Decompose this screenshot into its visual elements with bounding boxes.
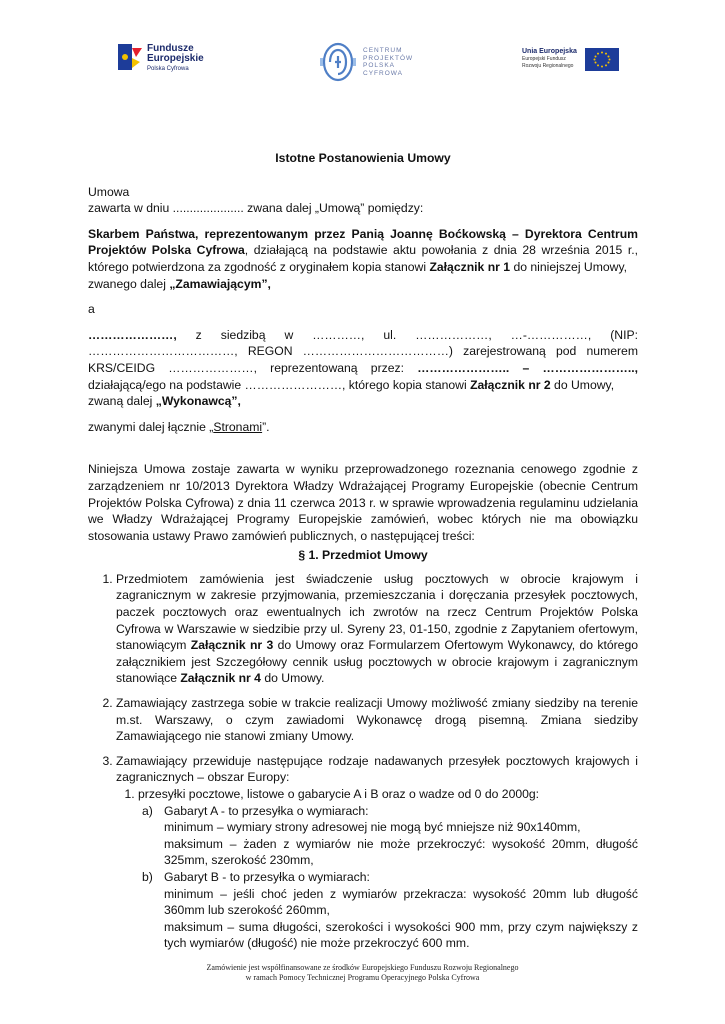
zawarta-line: zawarta w dniu ..................... zwana dalej „Umową” pomiędzy: bbox=[88, 201, 424, 216]
item3-sublist bbox=[116, 786, 638, 952]
party1-rest: , działającą na podstawie aktu powołania z dnia 28 września 2015 r., którego potwierdzona za zgodność z oryginałem kopia stanowi bbox=[88, 243, 638, 274]
ue-l3: Rozwoju Regionalnego bbox=[522, 63, 574, 69]
gabaryt-list bbox=[138, 803, 638, 952]
cppc-l3: POLSKA bbox=[363, 62, 396, 69]
strony-word: Stronami bbox=[213, 419, 263, 434]
gabaryt-b-min: minimum – jeśli choć jeden z wymiarów przekracza: wysokość 20mm lub długość 360mm lub szerokość 260mm, bbox=[164, 886, 638, 918]
umowa-label: Umowa bbox=[88, 184, 130, 199]
sub-list-item bbox=[138, 786, 638, 952]
document-title: Istotne Postanowienia Umowy bbox=[275, 151, 451, 165]
party2-zwana bbox=[88, 393, 638, 410]
fe-sub: Polska Cyfrowa bbox=[147, 66, 189, 72]
gabaryt-a-label: a) bbox=[142, 803, 153, 818]
footer-line2: w ramach Pomocy Technicznej Programu Operacyjnego Polska Cyfrowa bbox=[245, 973, 480, 982]
gabaryt-b-label: b) bbox=[142, 869, 153, 884]
list-item bbox=[116, 753, 638, 952]
zamawiajacy-label: „Zamawiającym”, bbox=[169, 276, 271, 291]
item1-att4: Załącznik nr 4 bbox=[180, 671, 261, 686]
fe-star-icon bbox=[118, 44, 142, 70]
page-footer bbox=[0, 963, 725, 983]
wykonawca-label: „Wykonawcą”, bbox=[155, 394, 241, 409]
fundusze-europejskie-logo bbox=[118, 44, 204, 72]
unia-europejska-logo bbox=[522, 48, 619, 71]
section-1-list bbox=[88, 571, 638, 952]
cppc-l2: PROJEKTÓW bbox=[363, 54, 414, 62]
intro-paragraph: Niniejsza Umowa zostaje zawarta w wyniku przeprowadzonego rozeznania cenowego zgodnie z zarządzeniem nr 10/2013 Dyrektora Władzy Wdrażającej Programy Europejskie (obecnie Centrum Projektów Polska Cyfrowa) z dnia 11 czerwca 2013 r. w sprawie wprowadzenia regulaminu udzielania we Władzy Wdrażającej Programy Europejskie zamówień, wobec których nie ma obowiązku stosowania ustawy Prawo zamówień publicznych, o następującej treści: bbox=[88, 462, 638, 543]
gabaryt-a bbox=[142, 803, 638, 869]
party1-attachment: Załącznik nr 1 bbox=[429, 259, 511, 274]
ue-l1: Unia Europejska bbox=[522, 48, 577, 55]
party1-rest2: do niniejszej Umowy, bbox=[510, 259, 628, 274]
fe-line2: Europejskie bbox=[147, 53, 204, 64]
gabaryt-a-max: maksimum – żaden z wymiarów nie może przekroczyć: wysokość 20mm, długość 325mm, szerokość 230mm, bbox=[164, 836, 638, 868]
strony-line bbox=[88, 419, 638, 436]
eu-flag-icon bbox=[585, 48, 619, 71]
party2-attachment: Załącznik nr 2 bbox=[470, 377, 551, 392]
gabaryt-a-min: minimum – wymiary strony adresowej nie mogą być mniejsze niż 90x140mm, bbox=[164, 820, 581, 835]
strony-pre: zwanymi dalej łącznie „ bbox=[88, 419, 214, 434]
item1-att3: Załącznik nr 3 bbox=[190, 638, 274, 653]
zwana-text: zwaną dalej bbox=[88, 394, 156, 409]
cppc-maze-icon bbox=[318, 40, 358, 84]
gabaryt-b bbox=[142, 869, 638, 952]
party2-t3: do Umowy, bbox=[550, 377, 615, 392]
ue-l2: Europejski Fundusz bbox=[522, 56, 566, 62]
list-item bbox=[116, 571, 638, 687]
header-logos bbox=[0, 40, 725, 90]
item2-text: Zamawiający zastrzega sobie w trakcie realizacji Umowy możliwość zmiany siedziby na terenie m.st. Warszawy, o czym zawiadomi Wykonawcę drogą pisemną. Zmiana siedziby Zamawiającego nie stanowi zmiany Umowy. bbox=[116, 696, 638, 744]
party2-rep: ………………….. – ………………….., bbox=[417, 360, 638, 375]
footer-line1: Zamówienie jest współfinansowane ze środków Europejskiego Funduszu Rozwoju Regionalnego bbox=[206, 963, 519, 972]
party1-zwany bbox=[88, 276, 638, 293]
gabaryt-b-head: Gabaryt B - to przesyłka o wymiarach: bbox=[164, 869, 370, 884]
gabaryt-a-head: Gabaryt A - to przesyłka o wymiarach: bbox=[164, 803, 369, 818]
a-label: a bbox=[88, 302, 95, 317]
party2-t2: działającą/ego na podstawie ……………………, którego kopia stanowi bbox=[88, 377, 471, 392]
party1-name: Skarbem Państwa, reprezentowanym przez Panią Joannę Boćkowską – Dyrektora Centrum Projektów Polska Cyfrowa bbox=[88, 226, 638, 258]
cppc-l1: CENTRUM bbox=[363, 47, 403, 54]
strony-post: ”. bbox=[262, 419, 270, 434]
item1-t2: do Umowy oraz Formularzem Ofertowym Wykonawcy, do którego załącznikiem jest Szczegółowy cennik usług pocztowych w obrocie krajowym i zagranicznym stanowiące bbox=[116, 638, 638, 686]
zwany-text: zwanego dalej bbox=[88, 276, 170, 291]
party2-paragraph bbox=[88, 327, 638, 393]
party1-paragraph bbox=[88, 226, 638, 276]
section-1-heading: § 1. Przedmiot Umowy bbox=[298, 548, 428, 563]
item1-t1: Przedmiotem zamówienia jest świadczenie usług pocztowych w obrocie krajowym i zagranicznym w zakresie przyjmowania, przemieszczania i doręczania przesyłek pocztowych, paczek pocztowych oraz ewentualnych ich zwrotów na rzecz Centrum Projektów Polska Cyfrowa w Warszawie w siedzibie przy ul. Syreny 23, 01-150, zgodnie z Zapytaniem ofertowym, stanowiącym bbox=[116, 571, 638, 653]
item1-t3: do Umowy. bbox=[260, 671, 325, 686]
list-item bbox=[116, 695, 638, 745]
party2-t1: z siedzibą w …………, ul. ………………, …-……………, (NIP: ………………………………, REGON ………………………………) zarejestrowaną pod numerem KRS/CEIDG …………………, reprezentowaną przez: bbox=[88, 327, 638, 375]
fe-line1: Fundusze bbox=[147, 43, 194, 54]
gabaryt-b-max: maksimum – suma długości, szerokości i wysokości 900 mm, przy czym największy z tych wymiarów (długość) nie może przekroczyć 600 mm. bbox=[164, 919, 638, 951]
document-body bbox=[88, 150, 638, 952]
party2-name: …………………, bbox=[88, 327, 177, 342]
cppc-logo bbox=[318, 40, 413, 84]
cppc-l4: CYFROWA bbox=[363, 69, 403, 77]
item3-intro: Zamawiający przewiduje następujące rodzaje nadawanych przesyłek pocztowych krajowych i zagranicznych – obszar Europy: bbox=[116, 753, 638, 785]
item3-sub1: przesyłki pocztowe, listowe o gabarycie A i B oraz o wadze od 0 do 2000g: bbox=[138, 787, 540, 801]
